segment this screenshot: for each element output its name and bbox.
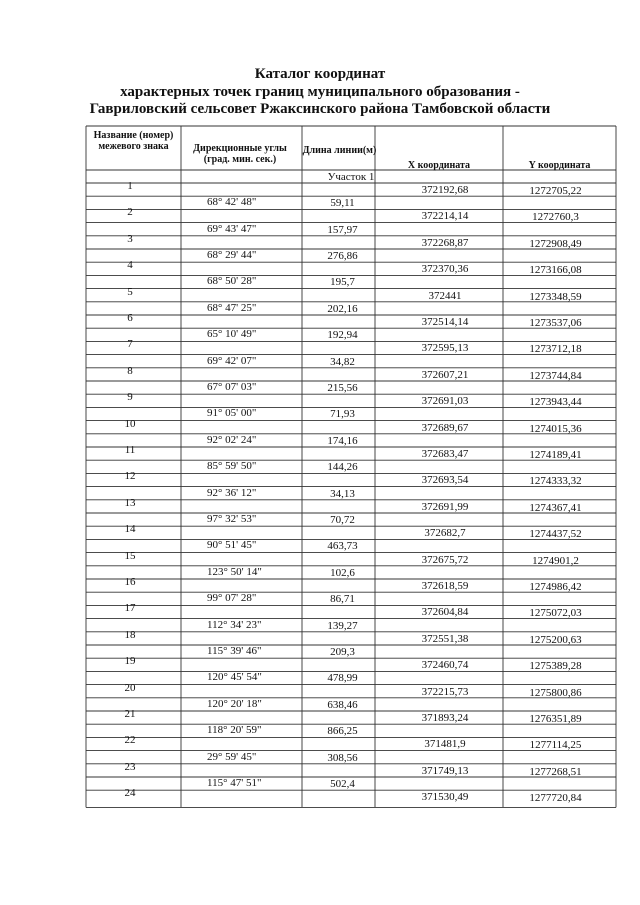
segment-direction-angle: 29° 59' 45" xyxy=(207,750,257,763)
point-number: 1 xyxy=(127,180,133,192)
segment-length: 144,26 xyxy=(327,461,358,474)
point-x-coordinate: 372618,59 xyxy=(421,580,469,592)
segment-length: 71,93 xyxy=(330,408,355,421)
segment-direction-angle: 115° 47' 51" xyxy=(207,777,262,789)
point-x-coordinate: 372604,84 xyxy=(421,606,469,619)
point-x-coordinate: 372691,99 xyxy=(421,500,469,513)
header-point-name: Название (номер) межевого знака xyxy=(93,130,174,152)
point-x-coordinate: 372514,14 xyxy=(421,316,469,328)
point-x-coordinate: 372683,47 xyxy=(421,448,469,460)
point-x-coordinate: 371749,13 xyxy=(421,764,469,777)
point-y-coordinate: 1277268,51 xyxy=(529,765,582,778)
point-y-coordinate: 1274367,41 xyxy=(529,501,582,514)
point-number: 7 xyxy=(127,338,133,351)
point-number: 19 xyxy=(124,655,136,668)
point-number: 11 xyxy=(124,444,136,456)
point-y-coordinate: 1274437,52 xyxy=(529,528,582,541)
point-number: 5 xyxy=(127,285,133,298)
point-y-coordinate: 1274189,41 xyxy=(529,449,582,461)
segment-length: 502,4 xyxy=(330,778,355,790)
segment-length: 34,13 xyxy=(330,487,355,500)
point-number: 22 xyxy=(124,734,136,747)
point-number: 10 xyxy=(124,417,136,430)
point-y-coordinate: 1274986,42 xyxy=(529,581,582,593)
point-x-coordinate: 372691,03 xyxy=(421,395,469,408)
point-y-coordinate: 1277720,84 xyxy=(529,792,582,805)
segment-direction-angle: 67° 07' 03" xyxy=(207,381,257,393)
point-number: 4 xyxy=(127,259,133,272)
segment-length: 195,7 xyxy=(330,276,355,289)
segment-direction-angle: 92° 36' 12" xyxy=(207,486,257,499)
point-number: 20 xyxy=(124,681,136,694)
point-number: 17 xyxy=(124,602,136,615)
segment-direction-angle: 118° 20' 59" xyxy=(207,724,262,737)
segment-length: 59,11 xyxy=(330,197,355,210)
point-x-coordinate: 372551,38 xyxy=(421,632,469,645)
point-y-coordinate: 1273537,06 xyxy=(529,317,582,329)
segment-direction-angle: 85° 59' 50" xyxy=(207,460,257,473)
point-x-coordinate: 371530,49 xyxy=(421,791,469,804)
point-x-coordinate: 372675,72 xyxy=(421,553,469,566)
segment-length: 478,99 xyxy=(327,672,358,685)
point-x-coordinate: 372460,74 xyxy=(421,659,469,672)
segment-length: 157,97 xyxy=(327,223,358,236)
document-title: Каталог координат xyxy=(254,66,386,82)
document-subtitle-2: Гавриловский сельсовет Ржаксинского района Тамбовской области xyxy=(89,101,551,117)
segment-direction-angle: 115° 39' 46" xyxy=(207,645,262,657)
point-y-coordinate: 1277114,25 xyxy=(529,739,582,752)
segment-direction-angle: 91° 05' 00" xyxy=(207,407,257,420)
segment-length: 276,86 xyxy=(327,250,358,262)
segment-length: 102,6 xyxy=(330,566,355,579)
header-x-coordinate: X координата xyxy=(407,160,471,171)
header-direction-angle: Дирекционные углы (град. мин. сек.) xyxy=(193,143,287,165)
segment-length: 192,94 xyxy=(327,329,358,342)
point-y-coordinate: 1272760,3 xyxy=(532,211,579,224)
segment-direction-angle: 68° 47' 25" xyxy=(207,301,257,314)
segment-direction-angle: 97° 32' 53" xyxy=(207,513,257,525)
segment-direction-angle: 123° 50' 14" xyxy=(207,565,262,578)
point-y-coordinate: 1272908,49 xyxy=(529,237,582,250)
segment-length: 209,3 xyxy=(330,646,355,658)
segment-direction-angle: 68° 42' 48" xyxy=(207,196,257,209)
point-y-coordinate: 1275200,63 xyxy=(529,633,582,646)
point-y-coordinate: 1273744,84 xyxy=(529,369,582,382)
segment-length: 70,72 xyxy=(330,514,355,526)
point-x-coordinate: 371481,9 xyxy=(424,738,466,751)
point-number: 6 xyxy=(127,312,133,324)
point-number: 13 xyxy=(124,496,136,509)
point-number: 9 xyxy=(127,391,133,404)
point-y-coordinate: 1275800,86 xyxy=(529,686,582,699)
segment-length: 202,16 xyxy=(327,302,358,315)
segment-length: 463,73 xyxy=(327,540,358,553)
point-x-coordinate: 372441 xyxy=(428,289,462,302)
segment-length: 174,16 xyxy=(327,434,358,447)
point-number: 8 xyxy=(127,364,133,377)
point-y-coordinate: 1273712,18 xyxy=(529,343,582,356)
point-x-coordinate: 372192,68 xyxy=(421,184,469,196)
segment-length: 308,56 xyxy=(327,751,358,764)
point-y-coordinate: 1273166,08 xyxy=(529,264,582,277)
point-y-coordinate: 1276351,89 xyxy=(529,713,582,725)
point-x-coordinate: 372607,21 xyxy=(421,368,469,381)
point-number: 24 xyxy=(124,787,136,800)
segment-length: 34,82 xyxy=(330,355,355,368)
point-y-coordinate: 1274333,32 xyxy=(529,475,582,488)
point-x-coordinate: 371893,24 xyxy=(421,712,469,724)
header-y-coordinate: Y координата xyxy=(528,160,591,171)
point-x-coordinate: 372214,14 xyxy=(421,210,469,223)
segment-direction-angle: 120° 20' 18" xyxy=(207,697,262,710)
point-x-coordinate: 372682,7 xyxy=(424,527,466,540)
header-line-length: Длина линии(м) xyxy=(302,145,377,156)
segment-direction-angle: 65° 10' 49" xyxy=(207,328,257,341)
point-x-coordinate: 372215,73 xyxy=(421,685,469,698)
segment-length: 139,27 xyxy=(327,619,358,632)
point-number: 23 xyxy=(124,760,136,773)
point-number: 18 xyxy=(124,628,136,641)
point-number: 12 xyxy=(124,470,136,483)
point-number: 3 xyxy=(127,232,133,245)
point-y-coordinate: 1272705,22 xyxy=(529,185,582,197)
point-y-coordinate: 1275389,28 xyxy=(529,660,582,673)
point-y-coordinate: 1273943,44 xyxy=(529,396,582,409)
point-y-coordinate: 1275072,03 xyxy=(529,607,582,620)
point-y-coordinate: 1274901,2 xyxy=(532,554,579,567)
segment-direction-angle: 92° 02' 24" xyxy=(207,433,257,446)
segment-direction-angle: 68° 50' 28" xyxy=(207,275,257,288)
segment-length: 866,25 xyxy=(327,725,358,738)
segment-length: 638,46 xyxy=(327,698,358,711)
segment-direction-angle: 99° 07' 28" xyxy=(207,592,257,605)
point-y-coordinate: 1273348,59 xyxy=(529,290,582,303)
point-number: 14 xyxy=(124,523,136,536)
document-subtitle-1: характерных точек границ муниципального образования - xyxy=(120,84,520,100)
point-x-coordinate: 372689,67 xyxy=(421,421,469,434)
segment-direction-angle: 112° 34' 23" xyxy=(207,618,262,631)
segment-direction-angle: 90° 51' 45" xyxy=(207,539,257,552)
point-number: 15 xyxy=(124,549,136,562)
segment-direction-angle: 120° 45' 54" xyxy=(207,671,262,684)
segment-length: 86,71 xyxy=(330,593,355,606)
point-x-coordinate: 372595,13 xyxy=(421,342,469,355)
segment-direction-angle: 69° 42' 07" xyxy=(207,354,257,367)
segment-length: 215,56 xyxy=(327,382,358,394)
point-number: 2 xyxy=(127,206,133,219)
point-x-coordinate: 372268,87 xyxy=(421,236,469,249)
point-y-coordinate: 1274015,36 xyxy=(529,422,582,435)
point-x-coordinate: 372370,36 xyxy=(421,263,469,276)
point-x-coordinate: 372693,54 xyxy=(421,474,469,487)
point-number: 21 xyxy=(124,708,136,720)
segment-direction-angle: 68° 29' 44" xyxy=(207,249,257,261)
segment-direction-angle: 69° 43' 47" xyxy=(207,222,257,235)
point-number: 16 xyxy=(124,576,136,588)
section-label: Участок 1 xyxy=(327,171,375,183)
